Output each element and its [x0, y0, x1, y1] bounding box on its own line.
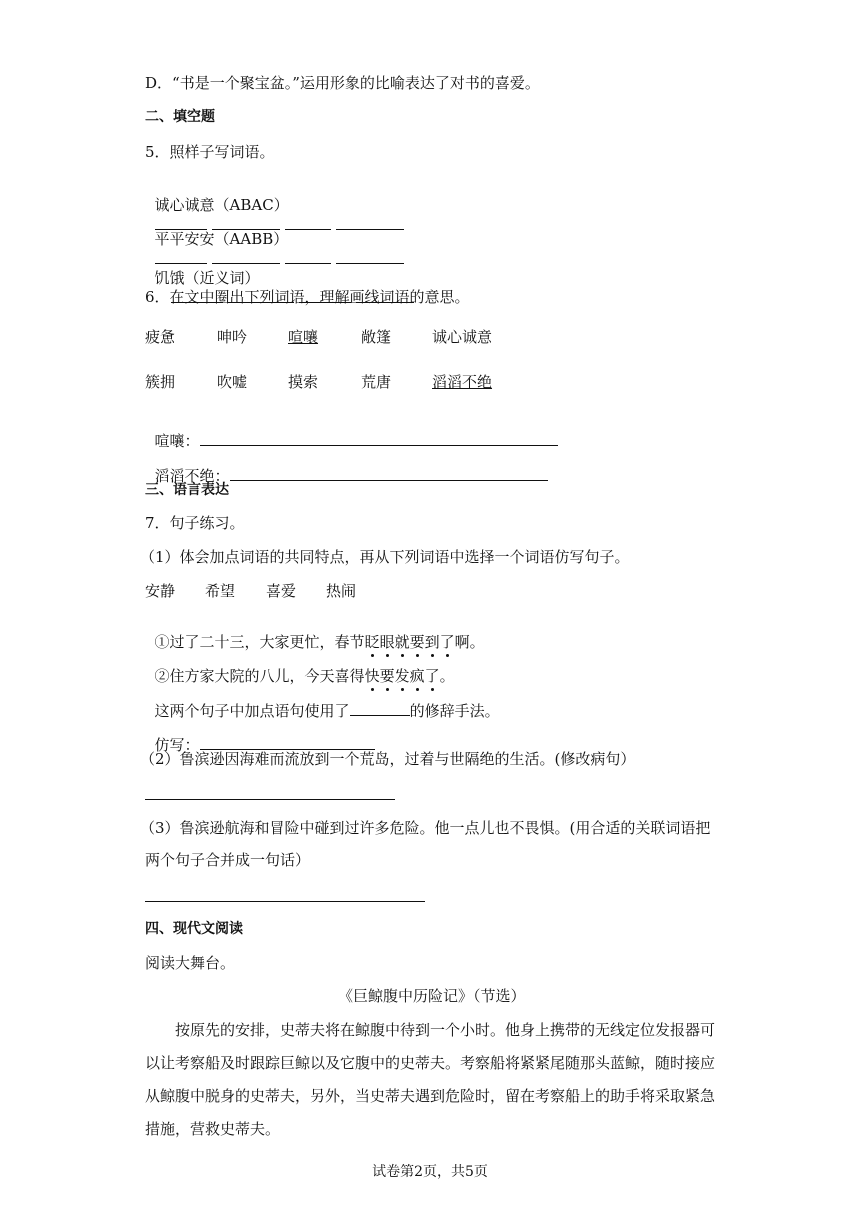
answer-blank[interactable] [350, 701, 410, 716]
word-item: 荒唐 [361, 373, 392, 391]
answer-blank[interactable] [230, 466, 548, 481]
word-item: 呻吟 [217, 328, 248, 346]
emphasis-dot-char: 要 [379, 667, 395, 685]
emphasis-dot-char: 眨 [364, 633, 380, 651]
sentence-text: 。 [439, 667, 455, 685]
def2-label: 滔滔不绝： [154, 467, 230, 485]
emphasis-dot-char: 发 [394, 667, 410, 685]
emphasis-dot-char: 就 [394, 633, 410, 651]
q7-prompt: 7．句子练习。 [145, 514, 245, 532]
q7-sentence-2 [145, 646, 455, 686]
def1-label: 喧嚷： [154, 432, 200, 450]
emphasis-dot-char: 要 [409, 633, 425, 651]
word-item: 簇拥 [145, 373, 176, 391]
rhetoric-text: 的修辞手法。 [409, 702, 500, 720]
sentence-text: 啊。 [454, 633, 485, 651]
choice-word: 热闹 [326, 582, 357, 600]
passage-line: 措施，营救史蒂夫。 [145, 1120, 281, 1138]
choice-word: 希望 [205, 582, 236, 600]
emphasis-dot-char: 疯 [409, 667, 425, 685]
passage-line: 按原先的安排，史蒂夫将在鲸腹中待到一个小时。他身上携带的无线定位发报器可 [175, 1021, 716, 1039]
section-heading-language: 三、语言表达 [145, 482, 229, 498]
emphasis-dot-char: 眼 [379, 633, 395, 651]
answer-line[interactable] [145, 901, 425, 902]
q4-option-d: D．“书是一个聚宝盆。”运用形象的比喻表达了对书的喜爱。 [145, 74, 540, 92]
q5-prompt: 5．照样子写词语。 [145, 143, 275, 161]
answer-blank[interactable] [200, 431, 558, 446]
passage-line: 从鲸腹中脱身的史蒂夫，另外，当史蒂夫遇到危险时，留在考察船上的助手将采取紧急 [145, 1087, 716, 1105]
choice-word: 喜爱 [266, 582, 297, 600]
emphasis-dot-char: 到 [424, 633, 440, 651]
emphasis-dot-char: 了 [424, 667, 440, 685]
word-item: 疲惫 [145, 328, 176, 346]
rhetoric-text: 这两个句子中加点语句使用了 [154, 702, 350, 720]
word-item-underlined: 滔滔不绝 [432, 373, 493, 391]
passage-title: 《巨鲸腹中历险记》（节选） [338, 987, 526, 1005]
emphasis-dot-char: 快 [364, 667, 380, 685]
answer-blank[interactable] [200, 735, 375, 750]
emphasis-dot-char: 了 [439, 633, 455, 651]
q7-part2: （2）鲁滨逊因海难而流放到一个荒岛，过着与世隔绝的生活。(修改病句） [140, 750, 636, 768]
page-footer: 试卷第2页，共5页 [372, 1164, 488, 1180]
q5-row3-label: 饥饿（近义词） [154, 269, 260, 287]
word-item: 诚心诚意 [432, 328, 493, 346]
choice-word: 安静 [145, 582, 176, 600]
q5-row2-label: 平平安安（AABB） [154, 230, 289, 248]
word-item: 摸索 [288, 373, 319, 391]
word-item-underlined: 喧嚷 [288, 328, 319, 346]
q6-def1 [145, 411, 563, 451]
q7-part3-line1: （3）鲁滨逊航海和冒险中碰到过许多危险。他一点儿也不畏惧。(用合适的关联词语把 [140, 819, 711, 837]
section-heading-reading: 四、现代文阅读 [145, 921, 243, 937]
q5-row1-label: 诚心诚意（ABAC） [154, 196, 289, 214]
q7-part3-line2: 两个句子合并成一句话） [145, 851, 311, 869]
passage-line: 以让考察船及时跟踪巨鲸以及它腹中的史蒂夫。考察船将紧紧尾随那头蓝鲸，随时接应 [145, 1054, 716, 1072]
answer-line[interactable] [145, 799, 395, 800]
sentence-text: ②住方家大院的八儿，今天喜得 [154, 667, 365, 685]
word-item: 吹嘘 [217, 373, 248, 391]
word-item: 敞篷 [361, 328, 392, 346]
section-heading-fill-blanks: 二、填空题 [145, 109, 215, 125]
reading-intro: 阅读大舞台。 [145, 954, 236, 972]
sentence-text: ①过了二十三，大家更忙，春节 [154, 633, 365, 651]
q6-prompt: 6．在文中圈出下列词语，理解画线词语的意思。 [145, 288, 470, 306]
q7-part1-prompt: （1）体会加点词语的共同特点，再从下列词语中选择一个词语仿写句子。 [140, 548, 630, 566]
imitate-label: 仿写： [154, 736, 200, 754]
